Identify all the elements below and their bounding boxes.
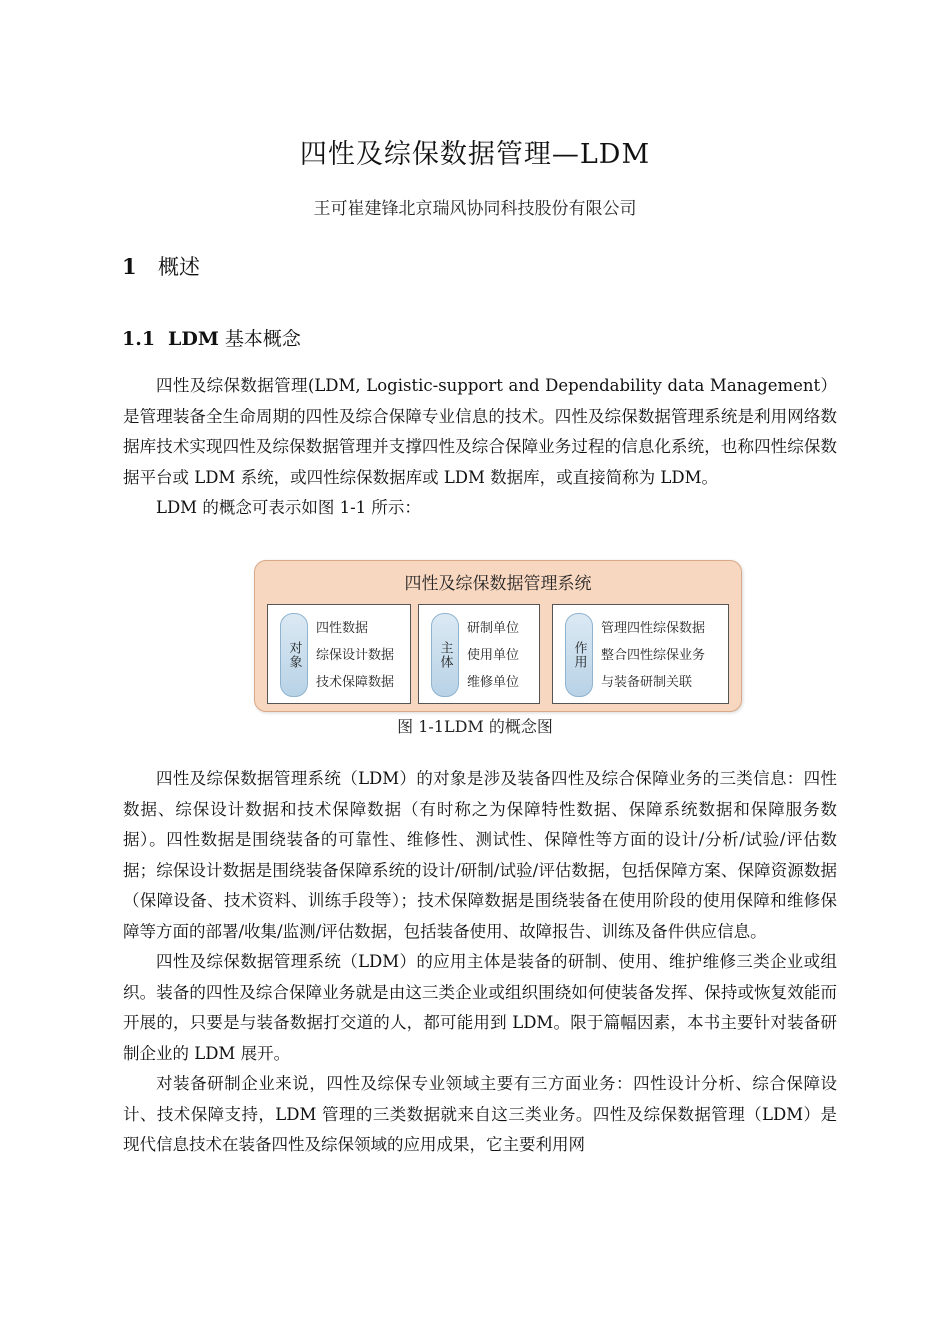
box-item: 整合四性综保业务 <box>601 648 706 663</box>
box-item: 使用单位 <box>467 648 520 663</box>
author-line: 王可崔建锋北京瑞风协同科技股份有限公司 <box>313 199 637 219</box>
box-item: 管理四性综保数据 <box>601 621 706 636</box>
box-item: 与装备研制关联 <box>601 675 693 690</box>
diagram-box-function <box>552 604 729 704</box>
diagram-box-subject <box>418 604 540 704</box>
paragraph-figure-intro: LDM 的概念可表示如图 1-1 所示： <box>156 498 421 517</box>
box-item: 维修单位 <box>467 675 520 690</box>
box-item: 四性数据 <box>316 621 369 636</box>
box-item: 技术保障数据 <box>316 675 395 690</box>
subsection-heading-1-1 <box>122 324 301 351</box>
box-label-pill: 主体 <box>431 613 459 697</box>
diagram-title: 四性及综保数据管理系统 <box>404 574 592 594</box>
box-items <box>601 615 705 696</box>
paragraph-body <box>123 764 837 1161</box>
paragraph-business: 对装备研制企业来说，四性及综保专业领域主要有三方面业务：四性设计分析、综合保障设计、技术保障支持，LDM 管理的三类数据就来自这三类业务。四性及综保数据管理（LDM）是现代信息技术在装备四性及综保领域的应用成果，它主要利用网 <box>123 1074 837 1154</box>
diagram-box-object <box>267 604 411 704</box>
ldm-concept-diagram <box>254 560 742 712</box>
document-title: 四性及综保数据管理—LDM <box>299 139 651 170</box>
paragraph-objects: 四性及综保数据管理系统（LDM）的对象是涉及装备四性及综合保障业务的三类信息：四性数据、综保设计数据和技术保障数据（有时称之为保障特性数据、保障系统数据和保障服务数据）。四性数据是围绕装备的可靠性、维修性、测试性、保障性等方面的设计/分析/试验/评估数据；综保设计数据是围绕装备保障系统的设计/研制/试验/评估数据，包括保障方案、保障资源数据（保障设备、技术资料、训练手段等）；技术保障数据是围绕装备在使用阶段的使用保障和维修保障等方面的部署/收集/监测/评估数据，包括装备使用、故障报告、训练及备件供应信息。 <box>123 769 837 941</box>
box-label-pill: 对象 <box>280 613 308 697</box>
section-title: 概述 <box>158 255 200 279</box>
paragraph-subjects: 四性及综保数据管理系统（LDM）的应用主体是装备的研制、使用、维护维修三类企业或组织。装备的四性及综合保障业务就是由这三类企业或组织围绕如何使装备发挥、保持或恢复效能而开展的，只要是与装备数据打交道的人，都可能用到 LDM。限于篇幅因素，本书主要针对装备研制企业的 LDM 展开。 <box>123 952 837 1063</box>
box-item: 综保设计数据 <box>316 648 395 663</box>
paragraph-text: 四性及综保数据管理(LDM, Logistic-support and Dependability data Management）是管理装备全生命周期的四性及综合保障专业信息的技术。四性及综保数据管理系统是利用网络数据库技术实现四性及综保数据管理并支撑四性及综合保障业务过程的信息化系统，也称四性综保数据平台或 LDM 系统，或四性综保数据库或 LDM 数据库，或直接简称为 LDM。 <box>123 376 837 487</box>
box-label-pill: 作用 <box>565 613 593 697</box>
paragraph-definition <box>123 371 837 524</box>
box-item: 研制单位 <box>467 621 520 636</box>
subsection-title: 基本概念 <box>224 328 301 350</box>
box-items <box>316 615 394 696</box>
box-items <box>467 615 519 696</box>
subsection-number: 1.1 <box>122 328 156 350</box>
subsection-lead: LDM <box>168 328 219 350</box>
section-heading-1 <box>122 251 200 281</box>
figure-caption: 图 1-1LDM 的概念图 <box>397 717 553 736</box>
section-number: 1 <box>122 254 137 279</box>
